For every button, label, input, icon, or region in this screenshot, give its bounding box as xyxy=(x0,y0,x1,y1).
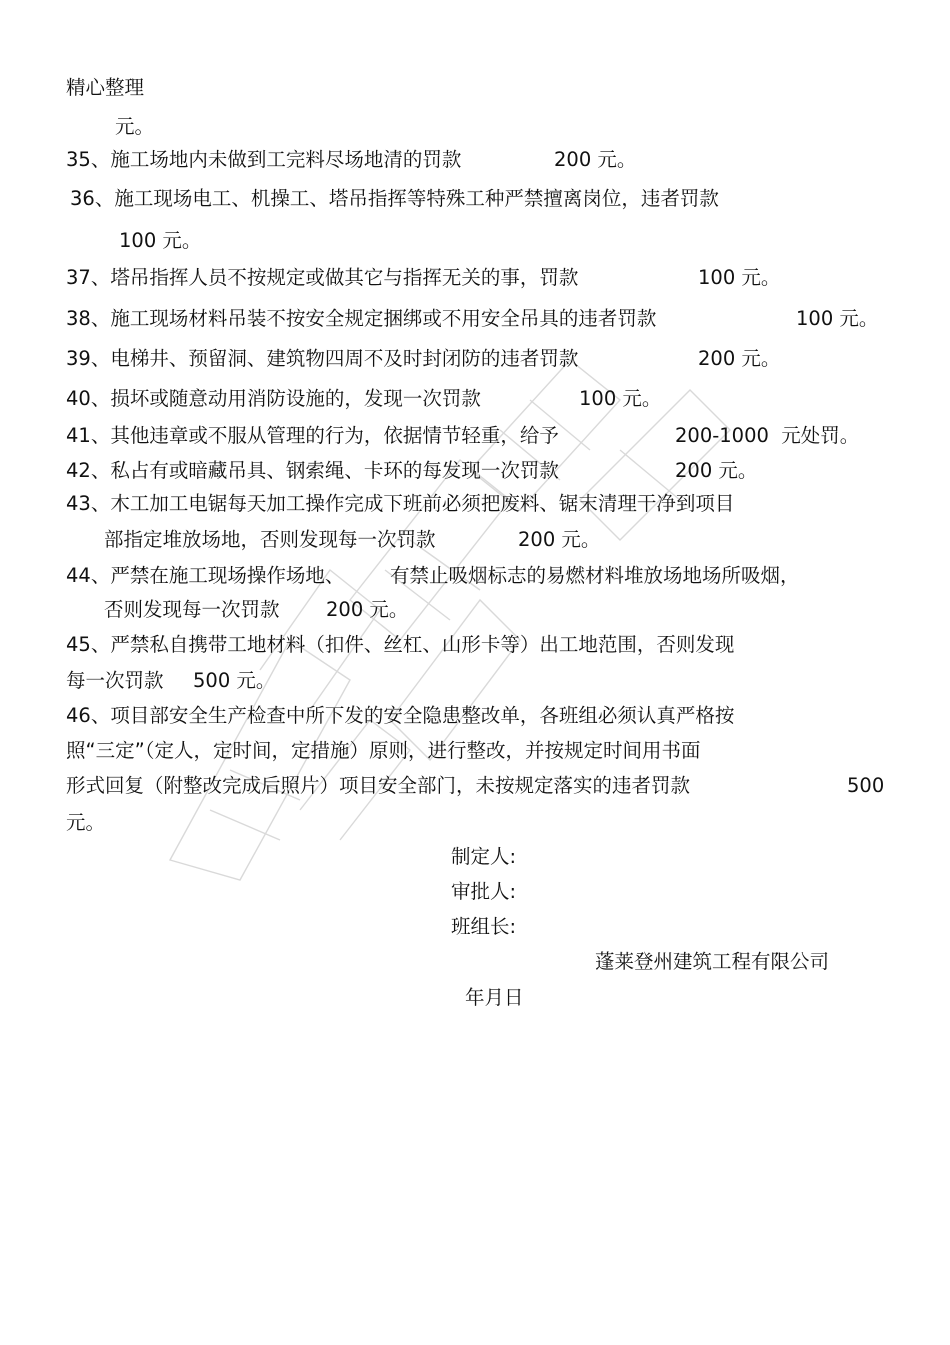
item-43-text: 部指定堆放场地，否则发现每一次罚款 xyxy=(104,528,436,551)
item-46-fine: 500 xyxy=(847,774,885,797)
item-35-fine: 200 元。 xyxy=(554,148,637,171)
item-45-cont xyxy=(66,669,275,693)
item-37-text: 37、塔吊指挥人员不按规定或做其它与指挥无关的事，罚款 xyxy=(66,266,579,289)
item-43: 43、木工加工电锯每天加工操作完成下班前必须把废料、锯末清理干净到项目 xyxy=(66,492,735,515)
item-41 xyxy=(66,424,859,448)
item-44-text-2: 有禁止吸烟标志的易燃材料堆放场地场所吸烟， xyxy=(390,564,800,587)
item-38 xyxy=(66,307,878,331)
company-name: 蓬莱登州建筑工程有限公司 xyxy=(595,950,830,973)
item-38-fine: 100 元。 xyxy=(796,307,879,330)
item-35-text: 35、施工场地内未做到工完料尽场地清的罚款 xyxy=(66,148,462,171)
item-43-fine: 200 元。 xyxy=(518,528,601,551)
item-44-text: 44、严禁在施工现场操作场地、 xyxy=(66,564,345,587)
item-36-fine: 100 元。 xyxy=(119,229,202,252)
item-44-fine: 200 元。 xyxy=(326,598,409,621)
leader-label: 班组长: xyxy=(451,915,517,938)
item-40-fine: 100 元。 xyxy=(579,387,662,410)
line-continuation: 元。 xyxy=(115,115,155,138)
item-35 xyxy=(66,148,636,172)
item-43-cont xyxy=(104,528,600,552)
item-42-text: 42、私占有或暗藏吊具、钢索绳、卡环的每发现一次罚款 xyxy=(66,459,559,482)
item-44-text-3: 否则发现每一次罚款 xyxy=(104,598,280,621)
item-45: 45、严禁私自携带工地材料（扣件、丝杠、山形卡等）出工地范围，否则发现 xyxy=(66,633,735,656)
item-37-fine: 100 元。 xyxy=(698,266,781,289)
item-39-text: 39、电梯井、预留洞、建筑物四周不及时封闭防的违者罚款 xyxy=(66,347,579,370)
item-46-cont-2 xyxy=(66,774,884,798)
item-45-fine: 500 元。 xyxy=(193,669,276,692)
item-42-fine: 200 元。 xyxy=(675,459,758,482)
item-44 xyxy=(66,564,800,588)
item-38-text: 38、施工现场材料吊装不按安全规定捆绑或不用安全吊具的违者罚款 xyxy=(66,307,657,330)
item-46-text: 形式回复（附整改完成后照片）项目安全部门，未按规定落实的违者罚款 xyxy=(66,774,691,797)
approver-label: 审批人: xyxy=(451,880,517,903)
item-37 xyxy=(66,266,780,290)
page-header: 精心整理 xyxy=(66,76,145,99)
item-40-text: 40、损坏或随意动用消防设施的，发现一次罚款 xyxy=(66,387,481,410)
item-39-fine: 200 元。 xyxy=(698,347,781,370)
maker-label: 制定人: xyxy=(451,845,517,868)
date-label: 年月日 xyxy=(465,986,524,1009)
item-41-text: 41、其他违章或不服从管理的行为，依据情节轻重，给予 xyxy=(66,424,559,447)
item-46-cont-3: 元。 xyxy=(66,811,106,834)
item-42 xyxy=(66,459,757,483)
item-46: 46、项目部安全生产检查中所下发的安全隐患整改单，各班组必须认真严格按 xyxy=(66,704,735,727)
item-36: 36、施工现场电工、机操工、塔吊指挥等特殊工种严禁擅离岗位，违者罚款 xyxy=(70,187,719,210)
item-45-text: 每一次罚款 xyxy=(66,669,164,692)
item-39 xyxy=(66,347,780,371)
item-40 xyxy=(66,387,661,411)
item-44-cont xyxy=(104,598,408,622)
item-41-fine: 200-1000 元处罚。 xyxy=(675,424,860,447)
item-46-cont-1: 照“三定”（定人，定时间，定措施）原则，进行整改，并按规定时间用书面 xyxy=(66,739,701,762)
